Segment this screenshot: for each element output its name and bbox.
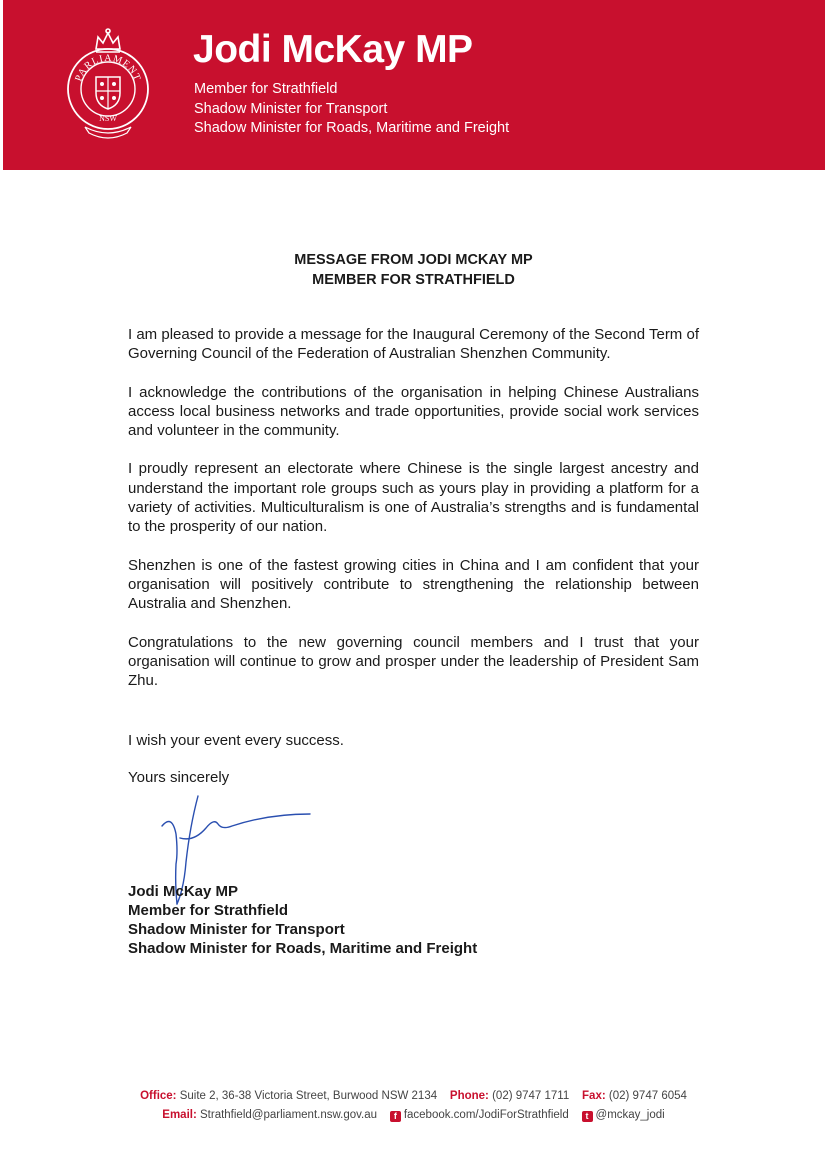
- body-paragraph: I proudly represent an electorate where Chinese is the single largest ancestry and understand the important role groups such as yours play in providing a platform for a variety of activities. Multiculturalism is one of Australia’s strengths and is fundamental to the prosperity of our nation.: [128, 460, 699, 536]
- facebook-icon: f: [390, 1111, 401, 1122]
- contact-footer: [0, 1087, 827, 1125]
- office-address: Suite 2, 36-38 Victoria Street, Burwood NSW 2134: [179, 1090, 438, 1102]
- sign-off: Yours sincerely: [128, 769, 230, 786]
- letter-body: [128, 325, 699, 709]
- footer-line-1: [0, 1087, 827, 1106]
- signatory-title: Shadow Minister for Transport: [128, 921, 345, 938]
- crest-text-top: PARLIAMENT: [73, 52, 143, 83]
- phone-label: Phone:: [449, 1090, 489, 1102]
- facebook-link[interactable]: facebook.com/JodiForStrathfield: [403, 1109, 569, 1121]
- office-label: Office:: [140, 1090, 177, 1102]
- letter-title-line-1: MESSAGE FROM JODI MCKAY MP: [294, 252, 533, 268]
- letter-title: [0, 250, 827, 290]
- letterhead-title-line: Member for Strathfield: [194, 81, 338, 97]
- signatory-title: Member for Strathfield: [128, 902, 289, 919]
- letterhead-titles: [194, 80, 509, 139]
- body-paragraph: I acknowledge the contributions of the organisation in helping Chinese Australians access local business networks and trade opportunities, provide social work services and volunteer in the community.: [128, 383, 699, 440]
- letterhead-banner: [3, 0, 825, 170]
- crest-text-bottom: NSW: [99, 114, 117, 123]
- letterhead-title-line: Shadow Minister for Roads, Maritime and Freight: [194, 120, 510, 136]
- email-label: Email:: [162, 1109, 197, 1121]
- email-link[interactable]: Strathfield@parliament.nsw.gov.au: [200, 1109, 378, 1121]
- nsw-parliament-crest-icon: [63, 27, 153, 139]
- body-paragraph: I am pleased to provide a message for the Inaugural Ceremony of the Second Term of Governing Council of the Federation of Australian Shenzhen Community.: [128, 326, 699, 363]
- signatory-title: Shadow Minister for Roads, Maritime and Freight: [128, 940, 478, 957]
- closing-wish: I wish your event every success.: [128, 732, 344, 749]
- twitter-icon: t: [582, 1111, 593, 1122]
- letter-title-line-2: MEMBER FOR STRATHFIELD: [312, 272, 515, 288]
- twitter-link[interactable]: @mckay_jodi: [595, 1109, 665, 1121]
- letterhead-name: Jodi McKay MP: [193, 28, 473, 71]
- phone-number: (02) 9747 1711: [492, 1090, 570, 1102]
- footer-line-2: [0, 1106, 827, 1125]
- fax-number: (02) 9747 6054: [608, 1090, 687, 1102]
- letterhead-title-line: Shadow Minister for Transport: [194, 100, 388, 117]
- signature-block: [128, 882, 477, 958]
- body-paragraph: Congratulations to the new governing council members and I trust that your organisation will continue to grow and prosper under the leadership of President Sam Zhu.: [128, 633, 699, 690]
- body-paragraph: Shenzhen is one of the fastest growing cities in China and I am confident that your organisation will positively contribute to strengthening the relationship between Australia and Shenzhen.: [128, 556, 699, 613]
- fax-label: Fax:: [582, 1090, 606, 1102]
- signatory-name: Jodi McKay MP: [128, 883, 239, 900]
